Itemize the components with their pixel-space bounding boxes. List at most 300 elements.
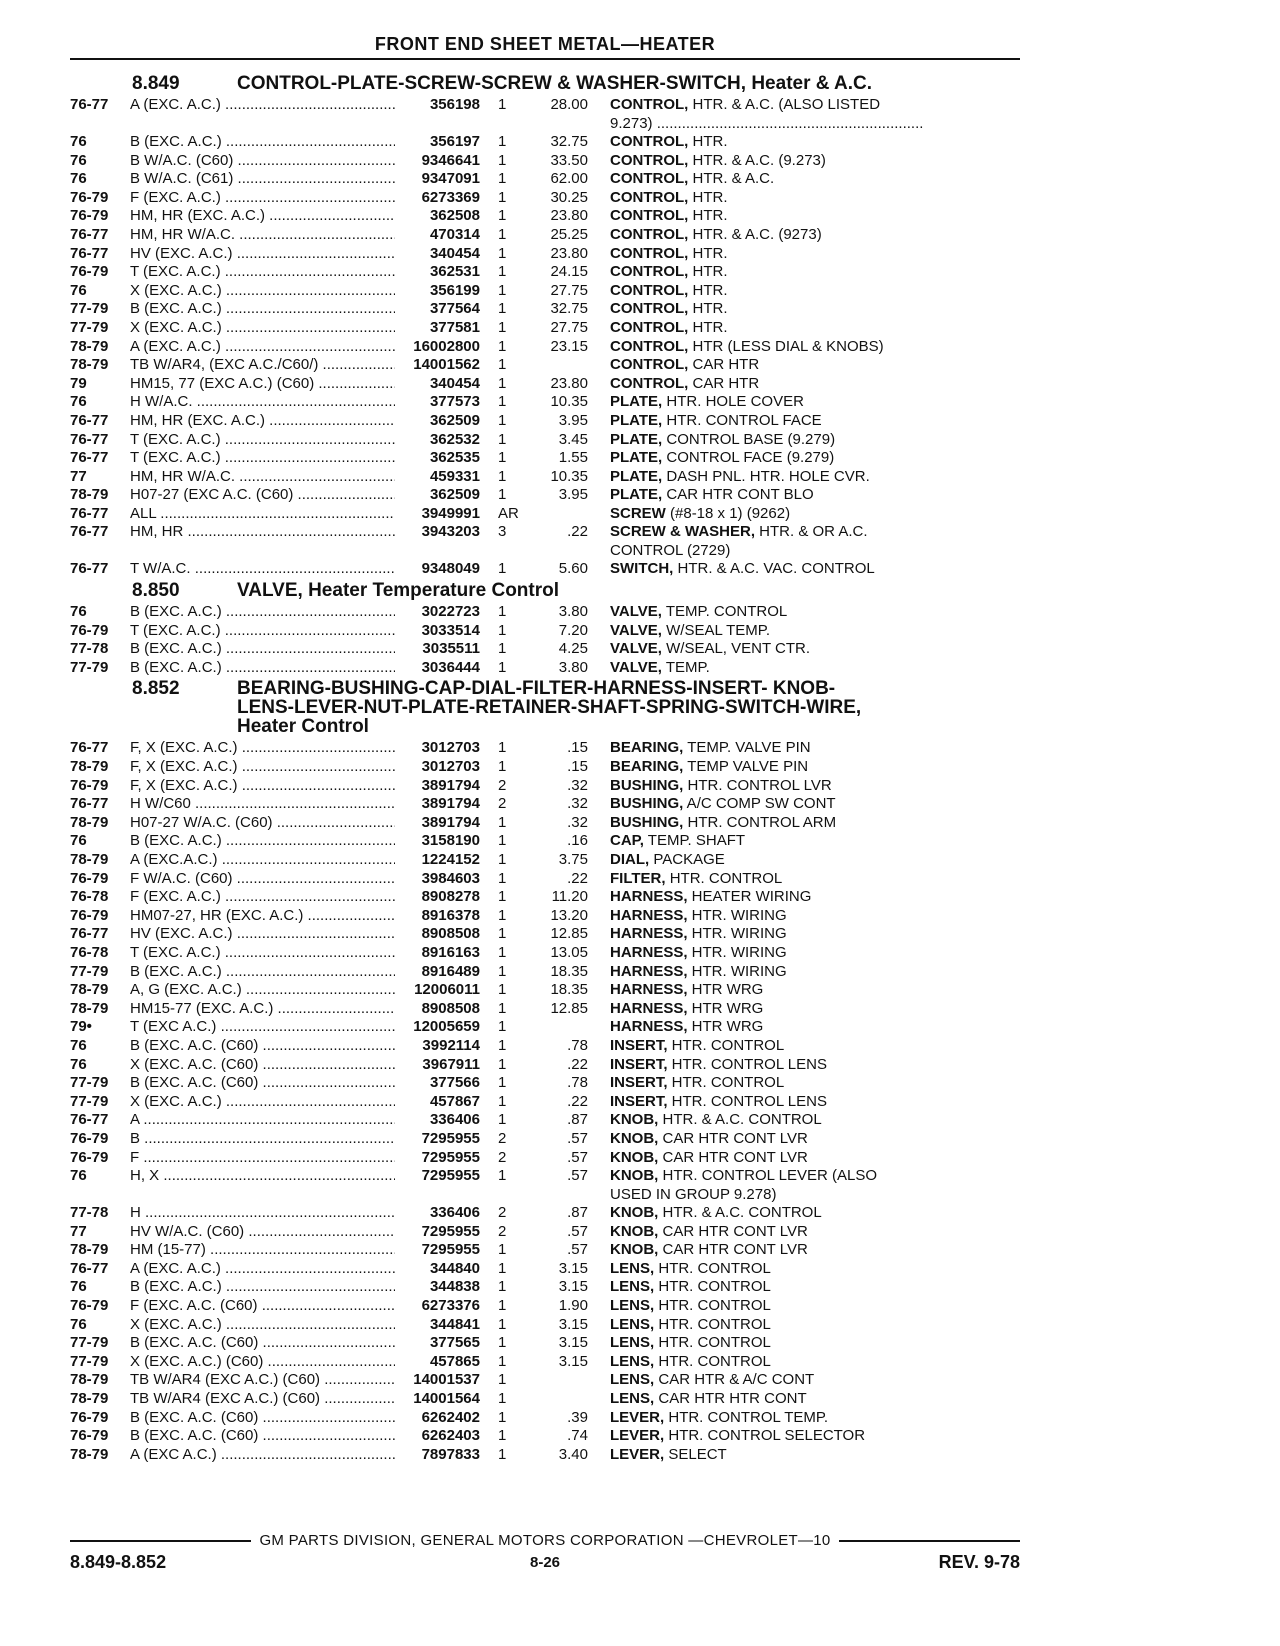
cell-part-number: 7295955 [421,1148,480,1166]
cell-quantity: 1 [498,374,507,392]
cell-model: B (EXC. A.C. (C60) ..... [130,1037,395,1056]
cell-description [588,981,970,1000]
cell-part-number: 3984603 [421,869,480,887]
cell-model: A (EXC. A.C.) ..... [130,96,395,133]
cell-quantity: 1 [498,449,507,467]
cell-price: 3.40 [558,1445,588,1463]
table-row [70,152,1030,171]
description-keyword: BEARING, [610,758,684,776]
description-text: TEMP VALVE PIN ..... [610,758,877,777]
description-keyword: LENS, [610,1297,655,1315]
description-text: HTR. & A.C. VAC. CONTROL ..... [610,560,877,579]
cell-price: 1.55 [558,449,588,467]
description-keyword: VALVE, [610,640,662,658]
table-row [70,1427,1030,1446]
cell-quantity: 1 [498,1036,507,1054]
table-row [70,226,1030,245]
table-row [70,1409,1030,1428]
footer-publisher: GM PARTS DIVISION, GENERAL MOTORS CORPORATION —CHEVROLET—10 [259,1532,831,1549]
footer-rule-left [70,1540,251,1542]
cell-model: HM, HR ..... [130,523,395,560]
cell-model: B (EXC. A.C.) ..... [130,963,395,982]
cell-year: 78-79 [70,851,109,868]
cell-description [588,449,970,468]
description-text: TEMP. SHAFT ..... [610,832,877,851]
cell-price: 3.95 [558,411,588,429]
cell-price: .22 [567,1055,588,1073]
cell-quantity: 1 [498,560,507,578]
cell-price: .16 [567,832,588,850]
description-keyword: INSERT, [610,1092,668,1110]
cell-description [588,1223,970,1242]
cell-quantity: 1 [498,244,507,262]
table-row [70,505,1030,524]
description-text: HTR WRG ..... [610,1018,877,1037]
cell-description [588,888,970,907]
table-row [70,1018,1030,1037]
cell-model: H07-27 W/A.C. (C60) ..... [130,814,395,833]
cell-quantity: 1 [498,207,507,225]
section-title [70,679,1030,736]
cell-description [588,226,970,245]
cell-quantity: 2 [498,1204,507,1222]
cell-model: HM, HR W/A.C. ..... [130,468,395,487]
description-text: HTR. & A.C. (9.273) ..... [610,152,877,171]
description-keyword: CONTROL, [610,318,689,336]
cell-part-number: 1224152 [421,851,480,868]
description-text: HTR. & A.C. (9273) ..... [610,226,877,245]
cell-year: 76-77 [70,523,109,541]
cell-year: 79• [70,1018,92,1036]
description-text: CONTROL BASE (9.279) ..... [610,431,877,450]
description-keyword: LENS, [610,1315,655,1333]
cell-part-number: 340454 [429,244,480,262]
cell-year: 76-79 [70,869,109,887]
cell-quantity: 1 [498,813,507,831]
cell-price [533,505,588,524]
description-keyword: PLATE, [610,467,663,485]
cell-quantity: 1 [498,1111,507,1129]
cell-quantity: 1 [498,1371,507,1389]
cell-model: A (EXC A.C.) ..... [130,1446,395,1465]
description-text: HTR. & A.C. ..... [610,170,877,189]
description-text: HTR. ..... [610,133,877,152]
table-row [70,981,1030,1000]
table-row [70,245,1030,264]
cell-quantity: AR [498,504,519,522]
description-text: HTR. CONTROL LVR ..... [610,777,877,796]
cell-quantity: 3 [498,523,507,541]
cell-part-number: 8916163 [421,943,480,961]
cell-model: TB W/AR4 (EXC A.C.) (C60) ..... [130,1390,395,1409]
cell-description [588,560,970,579]
table-row [70,1297,1030,1316]
description-text: HTR. ..... [610,300,877,319]
footer-section-range: 8.849-8.852 [70,1552,167,1572]
description-text: HTR. CONTROL TEMP. ..... [610,1409,877,1428]
cell-part-number: 6273369 [421,188,480,206]
description-keyword: VALVE, [610,658,662,676]
cell-price: 62.00 [550,170,588,188]
cell-part-number: 12005659 [413,1018,480,1036]
description-text: HTR. HOLE COVER ..... [610,393,877,412]
description-text: HTR. CONTROL ..... [610,1037,877,1056]
description-text: HTR. CONTROL LEVER (ALSO USED IN GROUP 9.278) ..... [610,1167,877,1204]
description-text: HTR. CONTROL LENS ..... [610,1056,877,1075]
description-keyword: CONTROL, [610,133,689,150]
cell-description [588,375,970,394]
cell-price: 3.80 [558,658,588,676]
cell-quantity: 1 [498,869,507,887]
cell-year: 76-77 [70,739,109,757]
cell-part-number: 344840 [429,1259,480,1277]
table-row [70,560,1030,579]
cell-part-number: 457865 [429,1352,480,1370]
cell-model: T (EXC. A.C.) ..... [130,263,395,282]
cell-price: 10.35 [550,467,588,485]
cell-price [533,1371,588,1390]
cell-price [533,1018,588,1037]
description-text: HTR. WIRING ..... [610,944,877,963]
cell-part-number: 7295955 [421,1129,480,1147]
footer-line [70,1532,1020,1549]
description-keyword: VALVE, [610,603,662,621]
description-keyword: HARNESS, [610,888,688,906]
cell-part-number: 356197 [429,133,480,150]
cell-part-number: 9347091 [421,170,480,188]
description-keyword: LEVER, [610,1408,665,1426]
cell-quantity: 1 [498,263,507,281]
table-row [70,1278,1030,1297]
cell-model: A ..... [130,1111,395,1130]
section-heading: BEARING-BUSHING-CAP-DIAL-FILTER-HARNESS-INSERT- KNOB- LENS-LEVER-NUT-PLATE-RETAINER-SHAFT-SPRING-SWITCH-WIRE, Heater Control [237,678,862,738]
description-text: HTR. WIRING ..... [610,925,877,944]
cell-quantity: 1 [498,486,507,504]
description-text: HTR. CONTROL ..... [610,870,877,889]
cell-price: 3.15 [558,1315,588,1333]
cell-description [588,468,970,487]
cell-year: 76 [70,170,87,188]
cell-model: H W/A.C. ..... [130,393,395,412]
table-row [70,356,1030,375]
table-row [70,888,1030,907]
cell-price: 13.20 [550,906,588,924]
cell-part-number: 3943203 [421,523,480,541]
cell-model: X (EXC. A.C. (C60) ..... [130,1056,395,1075]
cell-price: .22 [567,1092,588,1110]
description-keyword: BUSHING, [610,776,684,794]
cell-model: HV (EXC. A.C.) ..... [130,925,395,944]
table-row [70,659,1030,678]
cell-part-number: 3949991 [421,504,480,522]
description-text: W/SEAL TEMP. ..... [610,622,877,641]
description-text: HTR. CONTROL ..... [610,1353,877,1372]
cell-model: B (EXC. A.C.) ..... [130,300,395,319]
description-keyword: KNOB, [610,1204,659,1222]
cell-model: F ..... [130,1149,395,1168]
cell-part-number: 8908508 [421,999,480,1017]
cell-part-number: 9348049 [421,560,480,578]
description-keyword: LENS, [610,1278,655,1296]
cell-description [588,1334,970,1353]
description-keyword: HARNESS, [610,981,688,999]
description-text: TEMP. ..... [610,659,877,678]
header-rule [70,58,1020,60]
description-keyword: CONTROL, [610,96,689,113]
cell-model: F (EXC. A.C. (C60) ..... [130,1297,395,1316]
cell-description [588,659,970,678]
cell-quantity: 1 [498,832,507,850]
cell-year: 77 [70,467,87,485]
cell-model: A (EXC.A.C.) ..... [130,851,395,870]
description-text: HTR WRG ..... [610,1000,877,1019]
cell-year: 78-79 [70,1390,109,1408]
cell-quantity: 1 [498,906,507,924]
cell-description [588,758,970,777]
cell-price: 30.25 [550,188,588,206]
cell-price: 1.90 [558,1297,588,1315]
table-row [70,319,1030,338]
description-keyword: HARNESS, [610,906,688,924]
description-keyword: FILTER, [610,869,666,887]
table-row [70,907,1030,926]
cell-price: .22 [567,523,588,541]
description-keyword: KNOB, [610,1241,659,1259]
table-row [70,1353,1030,1372]
cell-price: .22 [567,869,588,887]
description-keyword: BUSHING, [610,813,684,831]
cell-quantity: 1 [498,851,507,868]
description-keyword: CONTROL, [610,207,689,225]
cell-model: T (EXC. A.C.) ..... [130,622,395,641]
cell-description [588,356,970,375]
description-keyword: KNOB, [610,1129,659,1147]
cell-description [588,1056,970,1075]
cell-year: 76-77 [70,1259,109,1277]
description-keyword: VALVE, [610,621,662,639]
cell-year: 77-78 [70,1204,109,1222]
cell-price: 12.85 [550,999,588,1017]
description-keyword: CONTROL, [610,300,689,318]
description-keyword: CONTROL, [610,356,689,374]
cell-model: HM07-27, HR (EXC. A.C.) ..... [130,907,395,926]
table-row [70,1316,1030,1335]
cell-model: F (EXC. A.C.) ..... [130,189,395,208]
cell-price: .15 [567,758,588,776]
cell-description [588,1316,970,1335]
description-text: HTR. WIRING ..... [610,907,877,926]
description-keyword: CONTROL, [610,374,689,392]
cell-part-number: 362508 [429,207,480,225]
table-row [70,468,1030,487]
table-row [70,1371,1030,1390]
description-keyword: PLATE, [610,411,663,429]
cell-model: TB W/AR4 (EXC A.C.) (C60) ..... [130,1371,395,1390]
table-row [70,1260,1030,1279]
cell-part-number: 6262402 [421,1408,480,1426]
cell-part-number: 362535 [429,449,480,467]
cell-part-number: 7295955 [421,1222,480,1240]
description-text: CAR HTR CONT LVR ..... [610,1149,877,1168]
cell-part-number: 16002800 [413,337,480,355]
cell-year: 76-77 [70,925,109,943]
cell-year: 78-79 [70,486,109,504]
cell-price: .74 [567,1427,588,1445]
cell-description [588,1446,970,1465]
cell-price: 3.15 [558,1352,588,1370]
cell-price: 3.95 [558,486,588,504]
cell-price: 11.20 [551,888,588,906]
table-row [70,431,1030,450]
cell-description [588,1000,970,1019]
description-keyword: PLATE, [610,449,663,467]
table-row [70,375,1030,394]
section-heading: VALVE, Heater Temperature Control [237,580,560,602]
cell-description [588,1167,970,1204]
cell-part-number: 362531 [429,263,480,281]
cell-year: 76-77 [70,96,109,113]
table-row [70,758,1030,777]
cell-description [588,245,970,264]
cell-price: .32 [567,776,588,794]
description-text: HTR. CONTROL ..... [610,1260,877,1279]
description-keyword: SWITCH, [610,560,674,578]
cell-model: H07-27 (EXC A.C. (C60) ..... [130,486,395,505]
table-row [70,1204,1030,1223]
cell-model: B (EXC. A.C.) ..... [130,640,395,659]
section-number: 8.850 [132,580,180,602]
cell-price: .57 [567,1222,588,1240]
cell-price: 13.05 [550,943,588,961]
cell-model: HM15-77 (EXC. A.C.) ..... [130,1000,395,1019]
cell-part-number: 356199 [429,281,480,299]
cell-model: B ..... [130,1130,395,1149]
cell-description [588,170,970,189]
cell-description [588,152,970,171]
description-keyword: INSERT, [610,1055,668,1073]
cell-model: A (EXC. A.C.) ..... [130,338,395,357]
cell-part-number: 377564 [429,300,480,318]
cell-quantity: 1 [498,1018,507,1036]
cell-quantity: 1 [498,1334,507,1352]
cell-model: B (EXC. A.C. (C60) ..... [130,1074,395,1093]
description-keyword: INSERT, [610,1036,668,1054]
cell-description [588,1409,970,1428]
table-row [70,1074,1030,1093]
description-text: W/SEAL, VENT CTR. ..... [610,640,877,659]
cell-price: 3.15 [558,1259,588,1277]
cell-description [588,944,970,963]
cell-description [588,1390,970,1409]
cell-description [588,640,970,659]
cell-description [588,338,970,357]
description-keyword: CONTROL, [610,244,689,262]
description-keyword: PLATE, [610,486,663,504]
cell-model: HM, HR (EXC. A.C.) ..... [130,207,395,226]
description-text: HTR. CONTROL LENS ..... [610,1093,877,1112]
cell-year: 76 [70,1036,87,1054]
cell-year: 76 [70,1315,87,1333]
table-row [70,1149,1030,1168]
cell-model: TB W/AR4, (EXC A.C./C60/) ..... [130,356,395,375]
cell-model: T (EXC A.C.) ..... [130,1018,395,1037]
cell-price: 24.15 [550,263,588,281]
description-text: CAR HTR CONT LVR ..... [610,1241,877,1260]
description-text: HTR. ..... [610,207,877,226]
cell-part-number: 14001564 [413,1390,480,1408]
cell-description [588,1260,970,1279]
description-keyword: HARNESS, [610,925,688,943]
cell-description [588,1130,970,1149]
cell-quantity: 1 [498,603,507,621]
cell-description [588,412,970,431]
cell-price: 33.50 [550,151,588,169]
description-text: HTR WRG ..... [610,981,877,1000]
table-row [70,282,1030,301]
cell-description [588,431,970,450]
cell-description [588,1074,970,1093]
cell-part-number: 457867 [429,1092,480,1110]
cell-description [588,795,970,814]
description-text: PACKAGE ..... [610,851,877,870]
description-text: HTR. & OR A.C. CONTROL (2729) ..... [610,523,877,560]
description-keyword: CONTROL, [610,170,689,188]
table-row [70,640,1030,659]
description-text: (#8-18 x 1) (9262) ..... [610,505,877,524]
table-row [70,207,1030,226]
cell-model: H W/C60 ..... [130,795,395,814]
description-text: HTR. CONTROL ..... [610,1297,877,1316]
description-text: HEATER WIRING ..... [610,888,877,907]
cell-description [588,133,970,152]
cell-description [588,207,970,226]
parts-listing [70,72,1030,1464]
cell-quantity: 1 [498,1278,507,1296]
cell-part-number: 7295955 [421,1167,480,1185]
description-keyword: LENS, [610,1259,655,1277]
cell-description [588,1111,970,1130]
cell-description [588,1018,970,1037]
cell-year: 76-77 [70,1111,109,1129]
cell-description [588,282,970,301]
cell-price: 3.80 [558,603,588,621]
cell-price: .57 [567,1241,588,1259]
description-text: HTR. CONTROL FACE ..... [610,412,877,431]
cell-model: T (EXC. A.C.) ..... [130,944,395,963]
cell-part-number: 3967911 [422,1055,480,1073]
cell-part-number: 470314 [429,225,480,243]
cell-quantity: 1 [498,411,507,429]
cell-model: B (EXC. A.C.) ..... [130,133,395,152]
section-8-850 [70,581,1030,677]
cell-year: 76-78 [70,888,109,906]
cell-price: 23.80 [550,244,588,262]
footer [70,1552,1020,1576]
table-row [70,944,1030,963]
cell-model: B W/A.C. (C60) ..... [130,152,395,171]
cell-year: 76-79 [70,1427,109,1445]
cell-quantity: 1 [498,281,507,299]
cell-description [588,907,970,926]
cell-part-number: 356198 [429,96,480,113]
description-keyword: KNOB, [610,1148,659,1166]
cell-quantity: 1 [498,658,507,676]
description-text: HTR. ..... [610,189,877,208]
description-keyword: HARNESS, [610,1018,688,1036]
table-row [70,1390,1030,1409]
cell-year: 76 [70,1278,87,1296]
cell-quantity: 1 [498,1445,507,1463]
